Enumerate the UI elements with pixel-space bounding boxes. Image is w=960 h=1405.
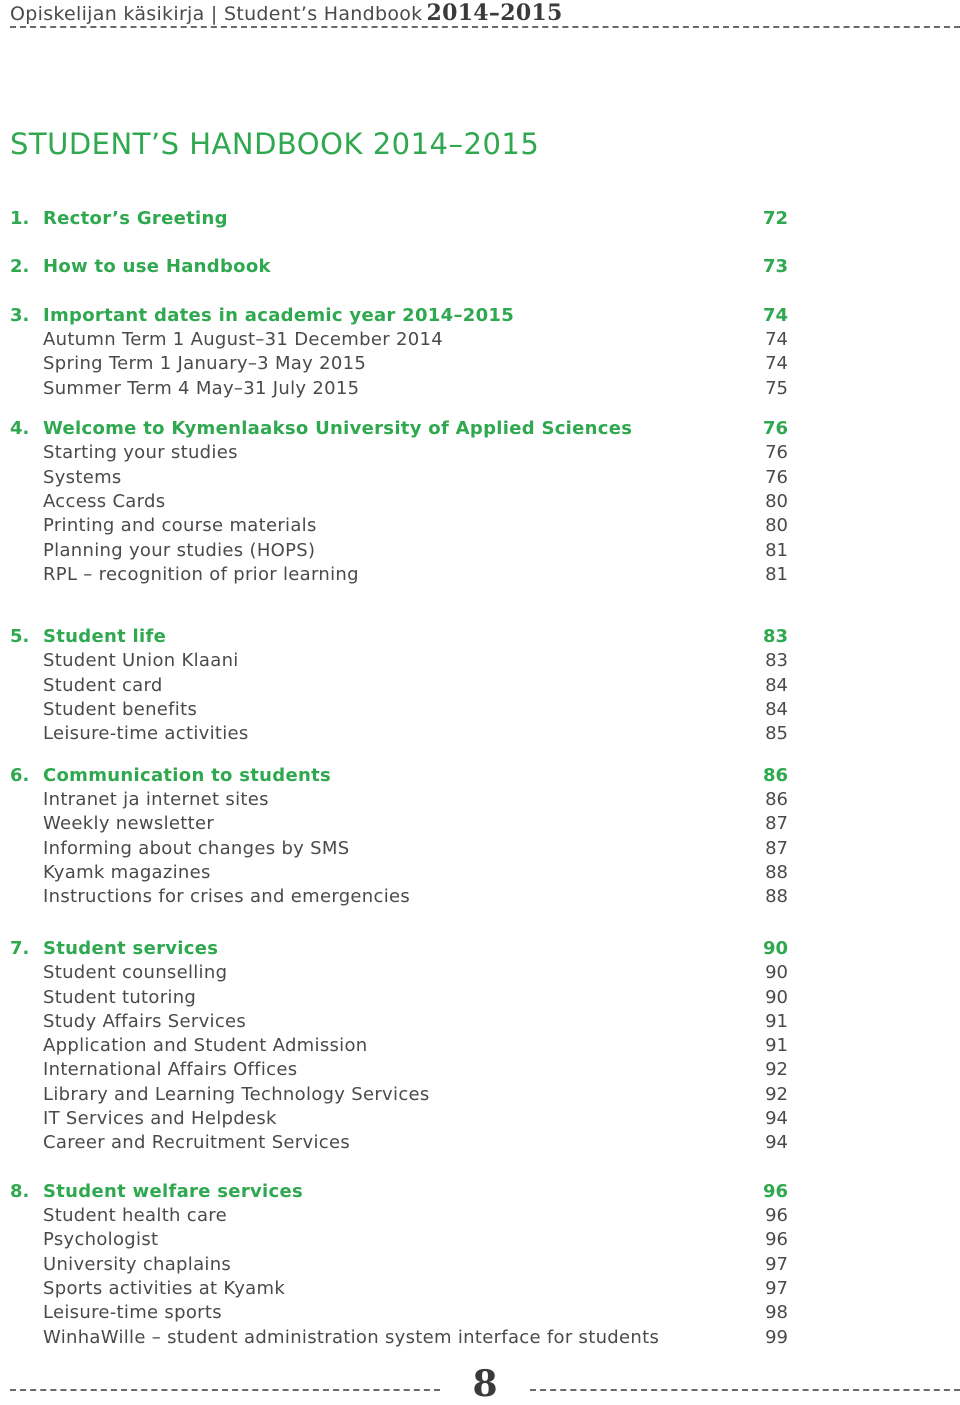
toc-entry-title: Autumn Term 1 August–31 December 2014 bbox=[43, 329, 443, 350]
toc-entry-row bbox=[10, 698, 788, 722]
toc-section-number: 3. bbox=[10, 305, 30, 326]
toc-entry-row bbox=[10, 1326, 788, 1350]
toc-entry-title: Spring Term 1 January–3 May 2015 bbox=[43, 353, 367, 374]
toc-entry-title: Library and Learning Technology Services bbox=[43, 1084, 430, 1105]
toc-entry-title: Study Affairs Services bbox=[43, 1011, 247, 1032]
toc-section-title: How to use Handbook bbox=[43, 256, 271, 277]
toc-entry-row bbox=[10, 961, 788, 985]
toc-page-number: 75 bbox=[765, 378, 788, 399]
toc-page-number: 91 bbox=[765, 1035, 788, 1056]
toc-page-number: 86 bbox=[762, 765, 788, 786]
toc-section-title: Important dates in academic year 2014–2015 bbox=[43, 305, 515, 326]
toc-page-number: 91 bbox=[765, 1011, 788, 1032]
toc-page-number: 76 bbox=[765, 442, 788, 463]
toc-entry-title: International Affairs Offices bbox=[43, 1059, 298, 1080]
page-number: 8 bbox=[472, 1363, 498, 1405]
toc-entry-title: Instructions for crises and emergencies bbox=[43, 886, 411, 907]
toc-entry-row bbox=[10, 812, 788, 836]
toc-entry-title: Informing about changes by SMS bbox=[43, 838, 350, 859]
toc-entry-title: Starting your studies bbox=[43, 442, 238, 463]
toc-entry-title: Planning your studies (HOPS) bbox=[43, 540, 316, 561]
toc-entry-row bbox=[10, 885, 788, 909]
toc-section-row bbox=[10, 417, 788, 441]
toc-entry-row bbox=[10, 1253, 788, 1277]
toc-page-number: 83 bbox=[762, 626, 788, 647]
toc-section-row bbox=[10, 207, 788, 231]
toc-entry-row bbox=[10, 441, 788, 465]
toc-entry-title: Intranet ja internet sites bbox=[43, 789, 269, 810]
toc-entry-title: Leisure-time sports bbox=[43, 1302, 222, 1323]
toc-page-number: 76 bbox=[765, 467, 788, 488]
toc-entry-row bbox=[10, 1131, 788, 1155]
toc-entry-row bbox=[10, 466, 788, 490]
toc-page-number: 72 bbox=[762, 208, 788, 229]
toc-page-number: 90 bbox=[765, 962, 788, 983]
toc-entry-title: Student health care bbox=[43, 1205, 227, 1226]
toc-entry-title: Student benefits bbox=[43, 699, 198, 720]
toc-section-number: 7. bbox=[10, 938, 30, 959]
toc-entry-title: Weekly newsletter bbox=[43, 813, 215, 834]
toc-entry-row bbox=[10, 1277, 788, 1301]
toc-entry-row bbox=[10, 328, 788, 352]
toc-entry-title: Application and Student Admission bbox=[43, 1035, 368, 1056]
toc-page-number: 90 bbox=[762, 938, 788, 959]
toc-entry-row bbox=[10, 674, 788, 698]
toc-entry-title: Student Union Klaani bbox=[43, 650, 239, 671]
toc-entry-title: Printing and course materials bbox=[43, 515, 317, 536]
toc-section-title: Student services bbox=[43, 938, 219, 959]
toc-page-number: 74 bbox=[762, 305, 788, 326]
toc-entry-row bbox=[10, 788, 788, 812]
toc-entry-row bbox=[10, 1083, 788, 1107]
toc-section-row bbox=[10, 764, 788, 788]
toc-page-number: 74 bbox=[765, 329, 788, 350]
toc-page-number: 97 bbox=[765, 1254, 788, 1275]
toc-section-row bbox=[10, 255, 788, 279]
toc-entry-row bbox=[10, 377, 788, 401]
toc-page-number: 92 bbox=[765, 1084, 788, 1105]
toc-entry-row bbox=[10, 1034, 788, 1058]
toc-entry-title: WinhaWille – student administration system interface for students bbox=[43, 1327, 660, 1348]
toc-entry-title: Sports activities at Kyamk bbox=[43, 1278, 286, 1299]
toc-entry-title: Student card bbox=[43, 675, 163, 696]
toc-entry-row bbox=[10, 1058, 788, 1082]
toc-page-number: 88 bbox=[765, 862, 788, 883]
toc-section-row bbox=[10, 1180, 788, 1204]
toc-entry-title: Systems bbox=[43, 467, 122, 488]
toc-section-row bbox=[10, 304, 788, 328]
toc-page-number: 80 bbox=[765, 491, 788, 512]
toc-section-title: Rector’s Greeting bbox=[43, 208, 228, 229]
toc-page-number: 94 bbox=[765, 1132, 788, 1153]
toc-entry-row bbox=[10, 649, 788, 673]
toc-page-number: 80 bbox=[765, 515, 788, 536]
toc-entry-title: RPL – recognition of prior learning bbox=[43, 564, 359, 585]
toc-section-number: 6. bbox=[10, 765, 30, 786]
toc-page-number: 98 bbox=[765, 1302, 788, 1323]
toc-page-number: 96 bbox=[765, 1205, 788, 1226]
header-handbook-name: Opiskelijan käsikirja | Student’s Handbook bbox=[10, 3, 423, 25]
footer-divider-right bbox=[530, 1389, 960, 1391]
toc-page-number: 87 bbox=[765, 838, 788, 859]
toc-section-title: Communication to students bbox=[43, 765, 332, 786]
toc-entry-row bbox=[10, 837, 788, 861]
toc-entry-row bbox=[10, 352, 788, 376]
toc-section-number: 4. bbox=[10, 418, 30, 439]
toc-page-number: 94 bbox=[765, 1108, 788, 1129]
toc-page-number: 74 bbox=[765, 353, 788, 374]
footer-divider-left bbox=[10, 1389, 440, 1391]
toc-entry-row bbox=[10, 539, 788, 563]
toc-page-number: 84 bbox=[765, 675, 788, 696]
toc-section-number: 1. bbox=[10, 208, 30, 229]
toc-page-number: 96 bbox=[762, 1181, 788, 1202]
toc-page-number: 96 bbox=[765, 1229, 788, 1250]
toc-page-number: 87 bbox=[765, 813, 788, 834]
toc-section-row bbox=[10, 625, 788, 649]
toc-page-number: 73 bbox=[762, 256, 788, 277]
toc-page-number: 99 bbox=[765, 1327, 788, 1348]
toc-section-title: Welcome to Kymenlaakso University of Applied Sciences bbox=[43, 418, 633, 439]
toc-section-row bbox=[10, 937, 788, 961]
toc-entry-row bbox=[10, 1107, 788, 1131]
toc-entry-row bbox=[10, 722, 788, 746]
toc-entry-title: Psychologist bbox=[43, 1229, 159, 1250]
toc-page-number: 81 bbox=[765, 564, 788, 585]
toc-entry-row bbox=[10, 986, 788, 1010]
toc-entry-row bbox=[10, 1010, 788, 1034]
toc-section-title: Student life bbox=[43, 626, 167, 647]
toc-entry-title: Career and Recruitment Services bbox=[43, 1132, 350, 1153]
toc-page-number: 97 bbox=[765, 1278, 788, 1299]
toc-entry-title: Leisure-time activities bbox=[43, 723, 249, 744]
toc-section-number: 8. bbox=[10, 1181, 30, 1202]
toc-page-number: 92 bbox=[765, 1059, 788, 1080]
toc-entry-title: Access Cards bbox=[43, 491, 166, 512]
toc-entry-row bbox=[10, 1204, 788, 1228]
toc-page-number: 83 bbox=[765, 650, 788, 671]
toc-page-number: 85 bbox=[765, 723, 788, 744]
page-title: STUDENT’S HANDBOOK 2014–2015 bbox=[10, 127, 540, 162]
toc-entry-row bbox=[10, 1228, 788, 1252]
toc-entry-row bbox=[10, 1301, 788, 1325]
toc-entry-title: Student tutoring bbox=[43, 987, 197, 1008]
toc-page-number: 86 bbox=[765, 789, 788, 810]
toc-page-number: 84 bbox=[765, 699, 788, 720]
toc-entry-title: Student counselling bbox=[43, 962, 228, 983]
header-years: 2014–2015 bbox=[426, 0, 563, 26]
toc-entry-row bbox=[10, 514, 788, 538]
toc-entry-title: Summer Term 4 May–31 July 2015 bbox=[43, 378, 360, 399]
toc-entry-row bbox=[10, 563, 788, 587]
toc-page-number: 90 bbox=[765, 987, 788, 1008]
toc-page-number: 88 bbox=[765, 886, 788, 907]
toc-section-number: 5. bbox=[10, 626, 30, 647]
toc-entry-title: IT Services and Helpdesk bbox=[43, 1108, 277, 1129]
toc-entry-row bbox=[10, 490, 788, 514]
toc-section-number: 2. bbox=[10, 256, 30, 277]
toc-entry-row bbox=[10, 861, 788, 885]
toc-section-title: Student welfare services bbox=[43, 1181, 303, 1202]
toc-entry-title: University chaplains bbox=[43, 1254, 232, 1275]
toc-entry-title: Kyamk magazines bbox=[43, 862, 211, 883]
toc-page-number: 76 bbox=[762, 418, 788, 439]
toc-page-number: 81 bbox=[765, 540, 788, 561]
